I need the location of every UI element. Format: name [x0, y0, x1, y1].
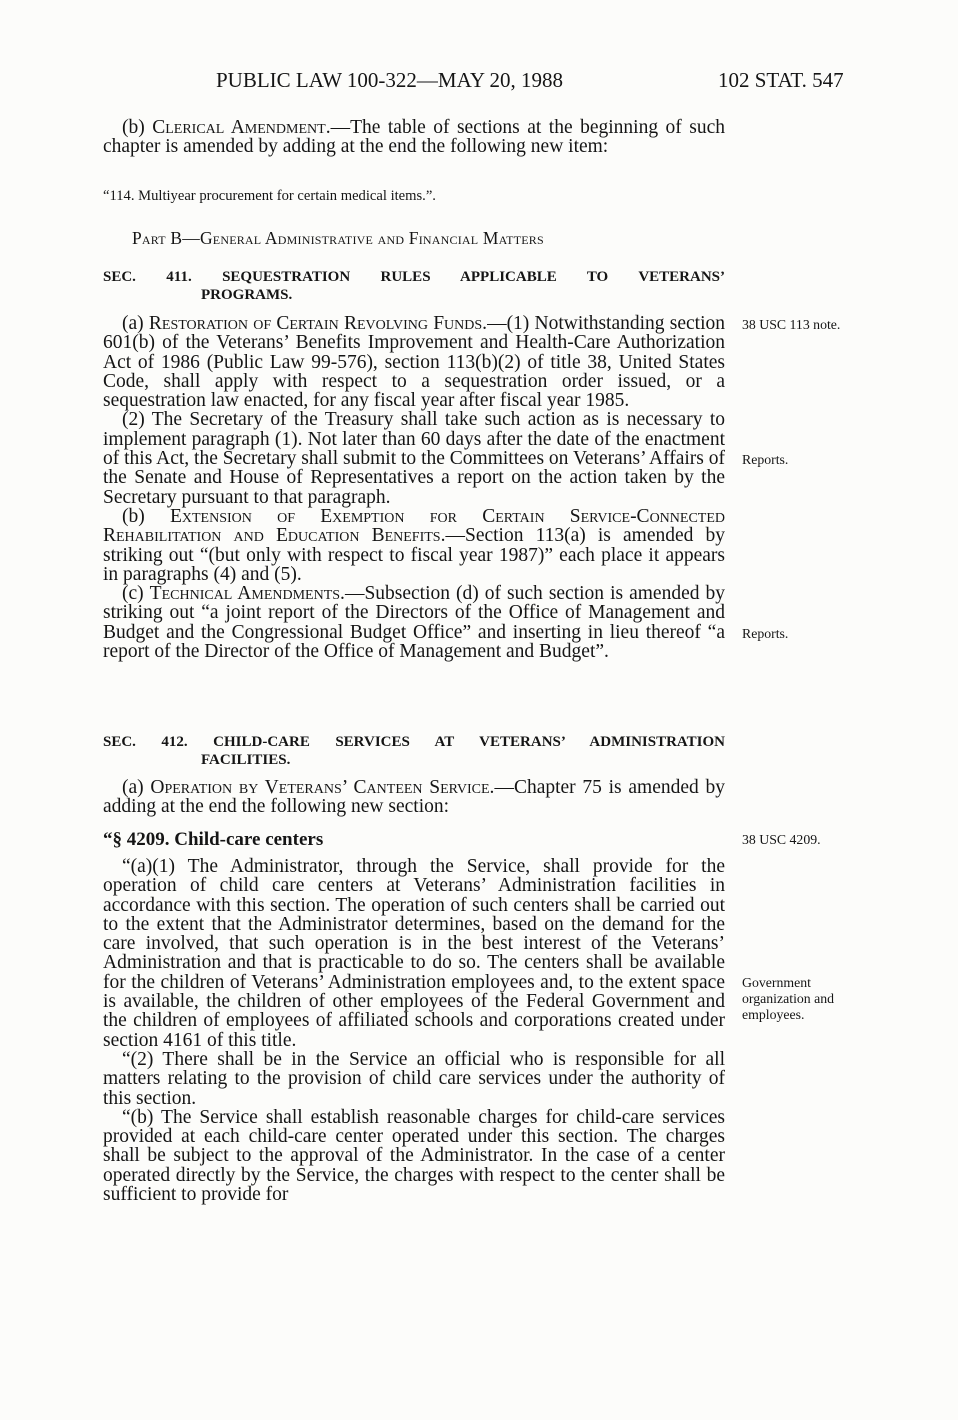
sec-411-a: (a) Restoration of Certain Revolving Funds.—(1) Notwithstanding section 601(b) of the Veterans’ Benefits Improvement and Health-Care Authorization Act of 1986 (Public Law 99-576), section 113(b)(2) of title 38, United States Code, shall apply with respect to a sequestration order issued, or a sequestration law enacted, for any fiscal year after fiscal year 1985.	[103, 313, 725, 412]
section-4209-body	[103, 857, 725, 1204]
sidenote-reports-2: Reports.	[742, 626, 789, 641]
section-4209-a1: “(a)(1) The Administrator, through the Service, shall provide for the operation of child care centers at Veterans’ Administration facilities in accordance with this section. The operation of such centers shall be carried out to the extent that the Administrator determines, based on the demand for the care involved, that such operation is in the best interest of the Veterans’ Administration and that is practicable to do so. The centers shall be available for the children of Veterans’ Administration employees and, to the extent space is available, the children of other employees of the Federal Government and the children of employees of affiliated schools and corporations created under section 4161 of this title.	[103, 856, 725, 1051]
part-b-title: Part B—General Administrative and Financial Matters	[132, 228, 544, 248]
sec-411-c: (c) Technical Amendments.—Subsection (d) of such section is amended by striking out “a joint report of the Directors of the Office of Management and Budget and the Congressional Budget Office” and inserting in lieu thereof “a report of the Director of the Office of Management and Budget”.	[103, 583, 725, 663]
sec-411-body	[103, 314, 725, 661]
sec-411-a2: (2) The Secretary of the Treasury shall take such action as is necessary to implement paragraph (1). Not later than 60 days after the date of the enactment of this Act, the Secretary shall submit to the Committees on Veterans’ Affairs of the Senate and House of Representatives a report on the action taken by the Secretary pursuant to that paragraph.	[103, 409, 725, 508]
page-header-stat: 102 STAT. 547	[718, 68, 844, 92]
section-4209-heading: “§ 4209. Child-care centers	[103, 829, 324, 850]
sidenote-government: Government organization and employees.	[742, 975, 835, 1022]
sec-411-b: (b) Extension of Exemption for Certain Service-Connected Rehabilitation and Education Benefits.—Section 113(a) is amended by striking out “(but only with respect to fiscal year 1987)” each place it appears in paragraphs (4) and (5).	[103, 505, 725, 585]
sidenote-38-usc-4209: 38 USC 4209.	[742, 832, 821, 847]
sec-412-a: (a) Operation by Veterans’ Canteen Service.—Chapter 75 is amended by adding at the end the following new section:	[103, 777, 725, 818]
sec-411-heading: SEC. 411. SEQUESTRATION RULES APPLICABLE TO VETERANS’ PROGRAMS.	[103, 269, 725, 303]
sec-412-heading: SEC. 412. CHILD-CARE SERVICES AT VETERANS’ ADMINISTRATION FACILITIES.	[103, 734, 725, 768]
clerical-paragraph: (b) Clerical Amendment.—The table of sections at the beginning of such chapter is amended by adding at the end the following new item:	[103, 117, 726, 158]
table-item: “114. Multiyear procurement for certain medical items.”.	[103, 188, 436, 204]
section-4209-a2: “(2) There shall be in the Service an official who is responsible for all matters relating to the provision of child care services under the authority of this section.	[103, 1048, 725, 1109]
sidenote-38-usc-113: 38 USC 113 note.	[742, 317, 841, 332]
clerical-amendment	[103, 118, 725, 157]
page-header-title: PUBLIC LAW 100-322—MAY 20, 1988	[216, 68, 563, 92]
sidenote-reports-1: Reports.	[742, 452, 789, 467]
section-4209-b: “(b) The Service shall establish reasonable charges for child-care services provided at each child-care center operated under this section. The charges shall be subject to the approval of the Administrator. In the case of a center operated directly by the Service, the charges with respect to the center shall be sufficient to provide for	[103, 1106, 725, 1206]
clerical-heading: Clerical Amendment.	[152, 117, 331, 138]
